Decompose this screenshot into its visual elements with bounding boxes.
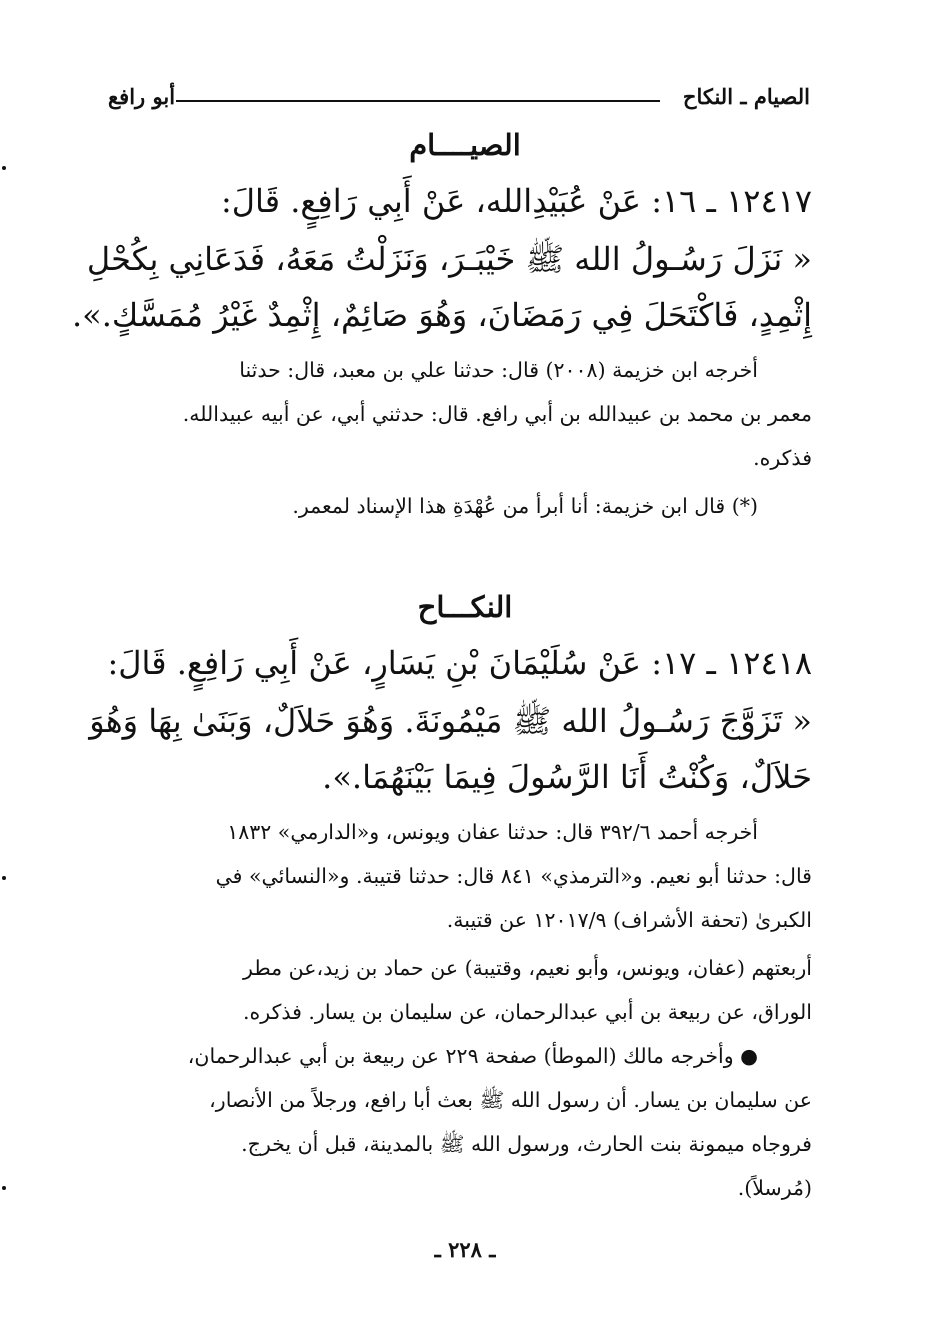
- scan-mark: [2, 876, 6, 880]
- takhrij-line: ● وأخرجه مالك (الموطأ) صفحة ٢٢٩ عن ربيعة بن أبي عبدالرحمان،: [187, 1044, 758, 1068]
- section-title-marriage: النكـــاح: [417, 590, 513, 624]
- hadith-line: حَلاَلٌ، وَكُنْتُ أَنَا الرَّسُولَ فِيمَا بَيْنَهُمَا.».: [322, 758, 812, 796]
- page-number: ـ ٢٢٨ ـ: [434, 1237, 496, 1262]
- remark-line: (*) قال ابن خزيمة: أنا أبرأ من عُهْدَةِ هذا الإسناد لمعمر.: [292, 494, 758, 518]
- takhrij-line: أربعتهم (عفان، ويونس، وأبو نعيم، وقتيبة) عن حماد بن زيد،عن مطر: [243, 956, 812, 980]
- hadith-line: « نَزَلَ رَسُـولُ الله ﷺ خَيْبَـرَ، وَنَزَلْتُ مَعَهُ، فَدَعَانِي بِكُحْلِ: [86, 240, 812, 278]
- header-rule: [176, 100, 660, 102]
- header-sections: الصيام ـ النكاح: [682, 84, 810, 109]
- header-narrator: أبو رافع: [108, 84, 176, 109]
- takhrij-line: فذكره.: [753, 446, 812, 470]
- takhrij-line: معمر بن محمد بن عبيدالله بن أبي رافع. قال: حدثني أبي، عن أبيه عبيدالله.: [182, 402, 812, 426]
- takhrij-line: قال: حدثنا أبو نعيم. و«الترمذي» ٨٤١ قال: حدثنا قتيبة. و«النسائي» في: [215, 864, 812, 888]
- running-header: [108, 84, 810, 120]
- takhrij-line: (مُرسلاً).: [737, 1176, 812, 1200]
- takhrij-line: الكبرىٰ (تحفة الأشراف) ١٢٠١٧/٩ عن قتيبة.: [446, 908, 812, 932]
- takhrij-line: الوراق، عن ربيعة بن أبي عبدالرحمان، عن سليمان بن يسار. فذكره.: [243, 1000, 812, 1024]
- hadith-line: إِثْمِدٍ، فَاكْتَحَلَ فِي رَمَضَانَ، وَهُوَ صَائِمٌ، إِثْمِدٌ غَيْرُ مُمَسَّكٍ.».: [71, 296, 812, 334]
- takhrij-line: أخرجه أحمد ٣٩٢/٦ قال: حدثنا عفان ويونس، و«الدارمي» ١٨٣٢: [227, 820, 758, 844]
- takhrij-line: فروجاه ميمونة بنت الحارث، ورسول الله ﷺ بالمدينة، قبل أن يخرج.: [241, 1132, 812, 1156]
- hadith-line: ١٢٤١٧ ـ ١٦: عَنْ عُبَيْدِالله، عَنْ أَبِي رَافِعٍ. قَالَ:: [220, 182, 812, 220]
- scan-mark: [2, 166, 6, 170]
- takhrij-line: أخرجه ابن خزيمة (٢٠٠٨) قال: حدثنا علي بن معبد، قال: حدثنا: [239, 358, 758, 382]
- hadith-line: « تَزَوَّجَ رَسُـولُ الله ﷺ مَيْمُونَةَ. وَهُوَ حَلاَلٌ، وَبَنَىٰ بِهَا وَهُوَ: [89, 702, 812, 740]
- takhrij-line: عن سليمان بن يسار. أن رسول الله ﷺ بعث أبا رافع، ورجلاً من الأنصار،: [209, 1088, 812, 1112]
- section-title-fasting: الصيــــام: [409, 128, 521, 162]
- hadith-line: ١٢٤١٨ ـ ١٧: عَنْ سُلَيْمَانَ بْنِ يَسَارٍ، عَنْ أَبِي رَافِعٍ. قَالَ:: [107, 644, 812, 682]
- scan-mark: [2, 1186, 6, 1190]
